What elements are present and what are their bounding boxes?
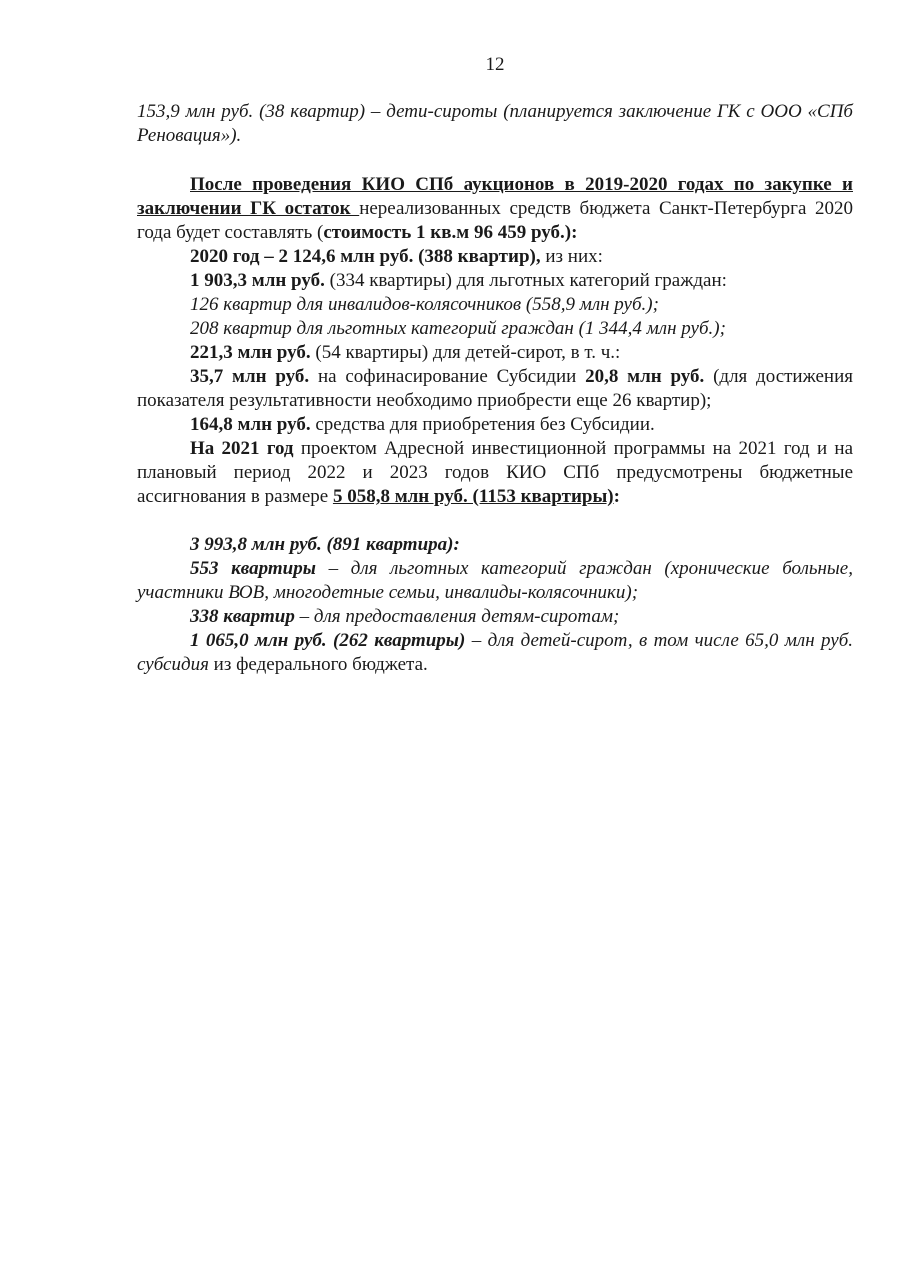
- amount-1903-text: (334 квартиры) для льготных категорий граждан:: [324, 270, 727, 291]
- paragraph-after-auctions: [137, 173, 853, 245]
- amount-357-bold: 35,7 млн руб.: [190, 366, 310, 387]
- program-2021-text: проектом Адресной инвестиционной программы на 2021 год и на плановый период 2022 и 2023 годов КИО СПб предусмотрены бюджетные ассигнования в размере: [137, 438, 853, 507]
- amount-1065-italic: – для детей-сирот, в том числе 65,0 млн руб. субсидия: [137, 630, 853, 675]
- paragraph-2021-program: [137, 437, 853, 509]
- amount-1065-plain: из федерального бюджета.: [208, 654, 428, 675]
- paragraph-preferential-1903: [137, 269, 853, 293]
- paragraph-orphans-continuation: 153,9 млн руб. (38 квартир) – дети-сироты (планируется заключение ГК с ООО «СПб Реновация»).: [137, 101, 853, 146]
- paragraph-preferential-208: 208 квартир для льготных категорий граждан (1 344,4 млн руб.);: [190, 318, 726, 339]
- apartments-553-bold: 553 квартиры: [190, 558, 316, 579]
- total-2020-bold: 2020 год – 2 124,6 млн руб. (388 квартир),: [190, 246, 541, 267]
- subsidy-208-text: (для достижения показателя результативности необходимо приобрести еще 26 квартир);: [137, 366, 853, 411]
- apartments-338-bold: 338 квартир: [190, 606, 295, 627]
- auctions-price-per-sqm: стоимость 1 кв.м 96 459 руб.):: [323, 222, 578, 243]
- year-2021-bold: На 2021 год: [190, 438, 294, 459]
- paragraph-553-apartments: [137, 557, 853, 605]
- total-2021-tail: :: [613, 486, 620, 507]
- auctions-text: нереализованных средств бюджета Санкт-Петербурга 2020 года будет составлять (: [137, 198, 853, 243]
- total-2020-text: из них:: [540, 246, 603, 267]
- amount-221-text: (54 квартиры) для детей-сирот, в т. ч.:: [310, 342, 621, 363]
- amount-1065-bold: 1 065,0 млн руб. (262 квартиры): [190, 630, 466, 651]
- paragraph-cofinancing-357: [137, 365, 853, 413]
- amount-1903-bold: 1 903,3 млн руб.: [190, 270, 325, 291]
- auctions-lead-underlined: После проведения КИО СПб аукционов в 2019-2020 годах по закупке и заключении ГК остаток: [137, 174, 853, 219]
- page-number: 12: [485, 54, 505, 75]
- paragraph-2020-total: [137, 245, 853, 269]
- subsidy-208-bold: 20,8 млн руб.: [585, 366, 705, 387]
- amount-221-bold: 221,3 млн руб.: [190, 342, 311, 363]
- paragraph-1065-orphans: [137, 629, 853, 677]
- amount-357-text: на софинасирование Субсидии: [309, 366, 586, 387]
- total-2021-bold-underlined: 5 058,8 млн руб. (1153 квартиры): [332, 486, 614, 507]
- amount-1648-bold: 164,8 млн руб.: [190, 414, 311, 435]
- paragraph-without-subsidy-1648: [137, 413, 853, 437]
- document-body: [137, 100, 853, 677]
- paragraph-338-apartments: [137, 605, 853, 629]
- apartments-553-text: – для льготных категорий граждан (хронические больные, участники ВОВ, многодетные семьи, инвалиды-колясочники);: [137, 558, 853, 603]
- amount-1648-text: средства для приобретения без Субсидии.: [310, 414, 655, 435]
- paragraph-wheelchair-126: 126 квартир для инвалидов-колясочников (558,9 млн руб.);: [190, 294, 659, 315]
- paragraph-3993: 3 993,8 млн руб. (891 квартира):: [190, 534, 460, 555]
- apartments-338-text: – для предоставления детям-сиротам;: [294, 606, 620, 627]
- paragraph-orphans-221: [137, 341, 853, 365]
